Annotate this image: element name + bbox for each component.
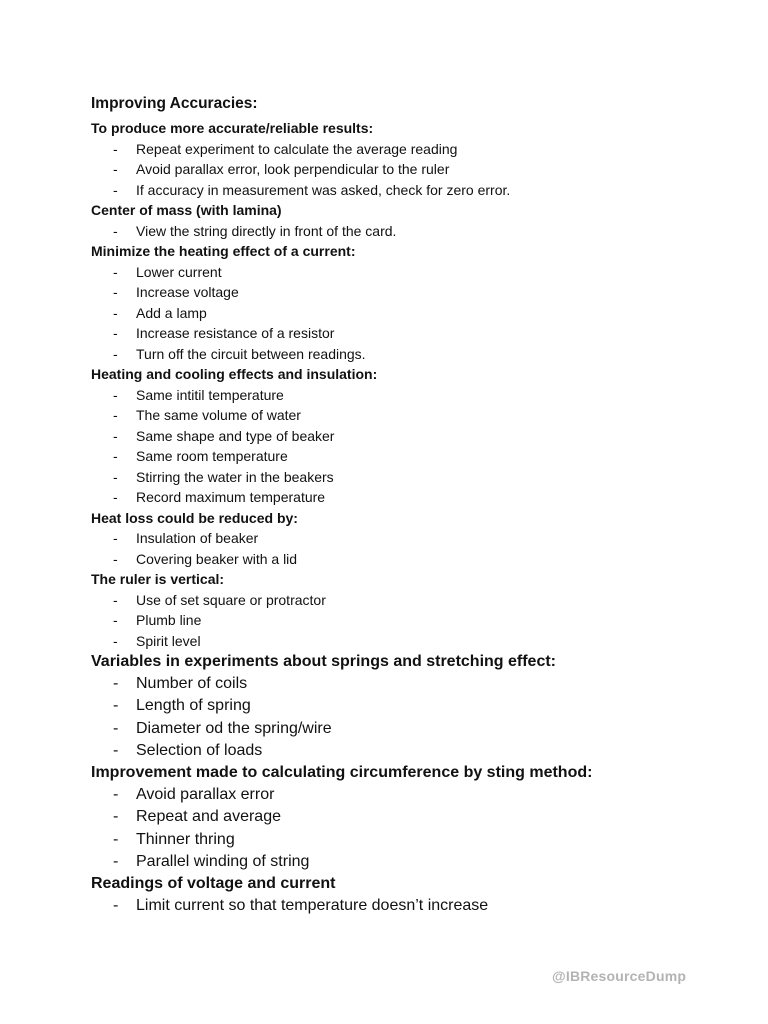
list-item [91,806,731,828]
section-heading: Improvement made to calculating circumference by sting method: [91,764,593,782]
list-item [91,528,731,549]
bullet-dash: - [113,325,118,341]
section-heading: The ruler is vertical: [91,571,225,587]
small-sections [91,118,731,651]
list-item-text: If accuracy in measurement was asked, check for zero error. [136,181,511,198]
bullet-list [91,262,731,365]
bullet-list [91,528,731,569]
list-item [91,829,731,851]
section-heading: Center of mass (with lamina) [91,202,282,218]
bullet-dash: - [113,612,118,628]
page-title: Improving Accuracies: [91,95,258,112]
section [91,569,731,651]
bullet-list [91,385,731,508]
list-item [91,467,731,488]
large-sections [91,651,731,918]
list-item [91,895,731,917]
section-heading: Heat loss could be reduced by: [91,509,298,526]
list-item-text: Insulation of beaker [136,530,259,546]
bullet-dash: - [113,830,119,848]
list-item-text: Repeat experiment to calculate the average reading [136,140,458,157]
list-item-text: Avoid parallax error [136,786,275,804]
list-item [91,631,731,652]
list-item [91,487,731,508]
list-item-text: Same shape and type of beaker [136,427,335,444]
bullet-dash: - [113,786,119,804]
bullet-dash: - [113,448,118,464]
section-heading: Variables in experiments about springs and stretching effect: [91,653,557,670]
section [91,118,731,200]
list-item [91,323,731,344]
section [91,508,731,570]
bullet-dash: - [113,284,118,300]
list-item-text: Parallel winding of string [136,853,310,871]
bullet-dash: - [113,719,119,737]
section-heading: To produce more accurate/reliable results: [91,120,374,136]
bullet-dash: - [113,697,119,715]
bullet-list [91,139,731,201]
bullet-dash: - [113,161,118,177]
section-heading: Heating and cooling effects and insulation: [91,366,378,382]
watermark-handle: @IBResourceDump [552,968,687,984]
bullet-list [91,784,731,873]
list-item-text: Selection of loads [136,741,263,759]
list-item [91,159,731,180]
list-item [91,426,731,447]
bullet-dash: - [113,263,118,280]
list-item [91,180,731,201]
list-item-text: Thinner thring [136,830,235,848]
bullet-dash: - [113,741,119,759]
list-item [91,549,731,570]
list-item-text: Avoid parallax error, look perpendicular to the ruler [136,161,450,177]
list-item [91,718,731,740]
list-item [91,740,731,762]
section [91,651,731,762]
list-item-text: Lower current [136,263,222,280]
list-item [91,385,731,406]
section [91,873,731,917]
bullet-dash: - [113,675,119,692]
list-item [91,446,731,467]
list-item-text: Number of coils [136,675,248,692]
section [91,364,731,508]
list-item-text: Repeat and average [136,808,281,826]
list-item-text: Turn off the circuit between readings. [136,345,366,362]
bullet-list [91,895,731,917]
list-item-text: Use of set square or protractor [136,591,326,608]
bullet-dash: - [113,427,118,444]
list-item-text: Increase resistance of a resistor [136,325,335,341]
bullet-dash: - [113,140,118,157]
bullet-list [91,673,731,762]
section-heading: Readings of voltage and current [91,875,336,893]
section [91,200,731,241]
list-item [91,610,731,631]
list-item-text: Spirit level [136,632,201,649]
list-item-text: Stirring the water in the beakers [136,468,334,485]
list-item [91,695,731,717]
bullet-list [91,590,731,652]
list-item-text: Same room temperature [136,448,288,464]
list-item-text: Increase voltage [136,284,239,300]
list-item [91,405,731,426]
list-item [91,673,731,695]
list-item [91,303,731,324]
list-item-text: Length of spring [136,697,251,715]
bullet-dash: - [113,468,118,485]
bullet-dash: - [113,181,118,198]
bullet-dash: - [113,897,119,915]
list-item [91,590,731,611]
list-item-text: Same intitil temperature [136,386,284,403]
bullet-dash: - [113,489,118,505]
bullet-dash: - [113,808,119,826]
bullet-dash: - [113,304,118,321]
list-item-text: Add a lamp [136,304,207,321]
list-item [91,784,731,806]
document-page [91,94,731,918]
section [91,762,731,873]
list-item [91,282,731,303]
bullet-list [91,221,731,242]
list-item [91,344,731,365]
list-item [91,221,731,242]
bullet-dash: - [113,386,118,403]
list-item-text: The same volume of water [136,407,301,423]
list-item-text: View the string directly in front of the card. [136,222,397,239]
bullet-dash: - [113,407,118,423]
list-item [91,851,731,873]
list-item [91,139,731,160]
bullet-dash: - [113,345,118,362]
bullet-dash: - [113,222,118,239]
section-heading: Minimize the heating effect of a current: [91,243,356,259]
list-item-text: Diameter od the spring/wire [136,719,332,737]
bullet-dash: - [113,550,118,567]
bullet-dash: - [113,853,119,871]
list-item [91,262,731,283]
list-item-text: Record maximum temperature [136,489,326,505]
list-item-text: Plumb line [136,612,202,628]
section [91,241,731,364]
bullet-dash: - [113,632,118,649]
bullet-dash: - [113,530,118,546]
list-item-text: Limit current so that temperature doesn’t increase [136,897,489,915]
bullet-dash: - [113,591,118,608]
list-item-text: Covering beaker with a lid [136,550,298,567]
